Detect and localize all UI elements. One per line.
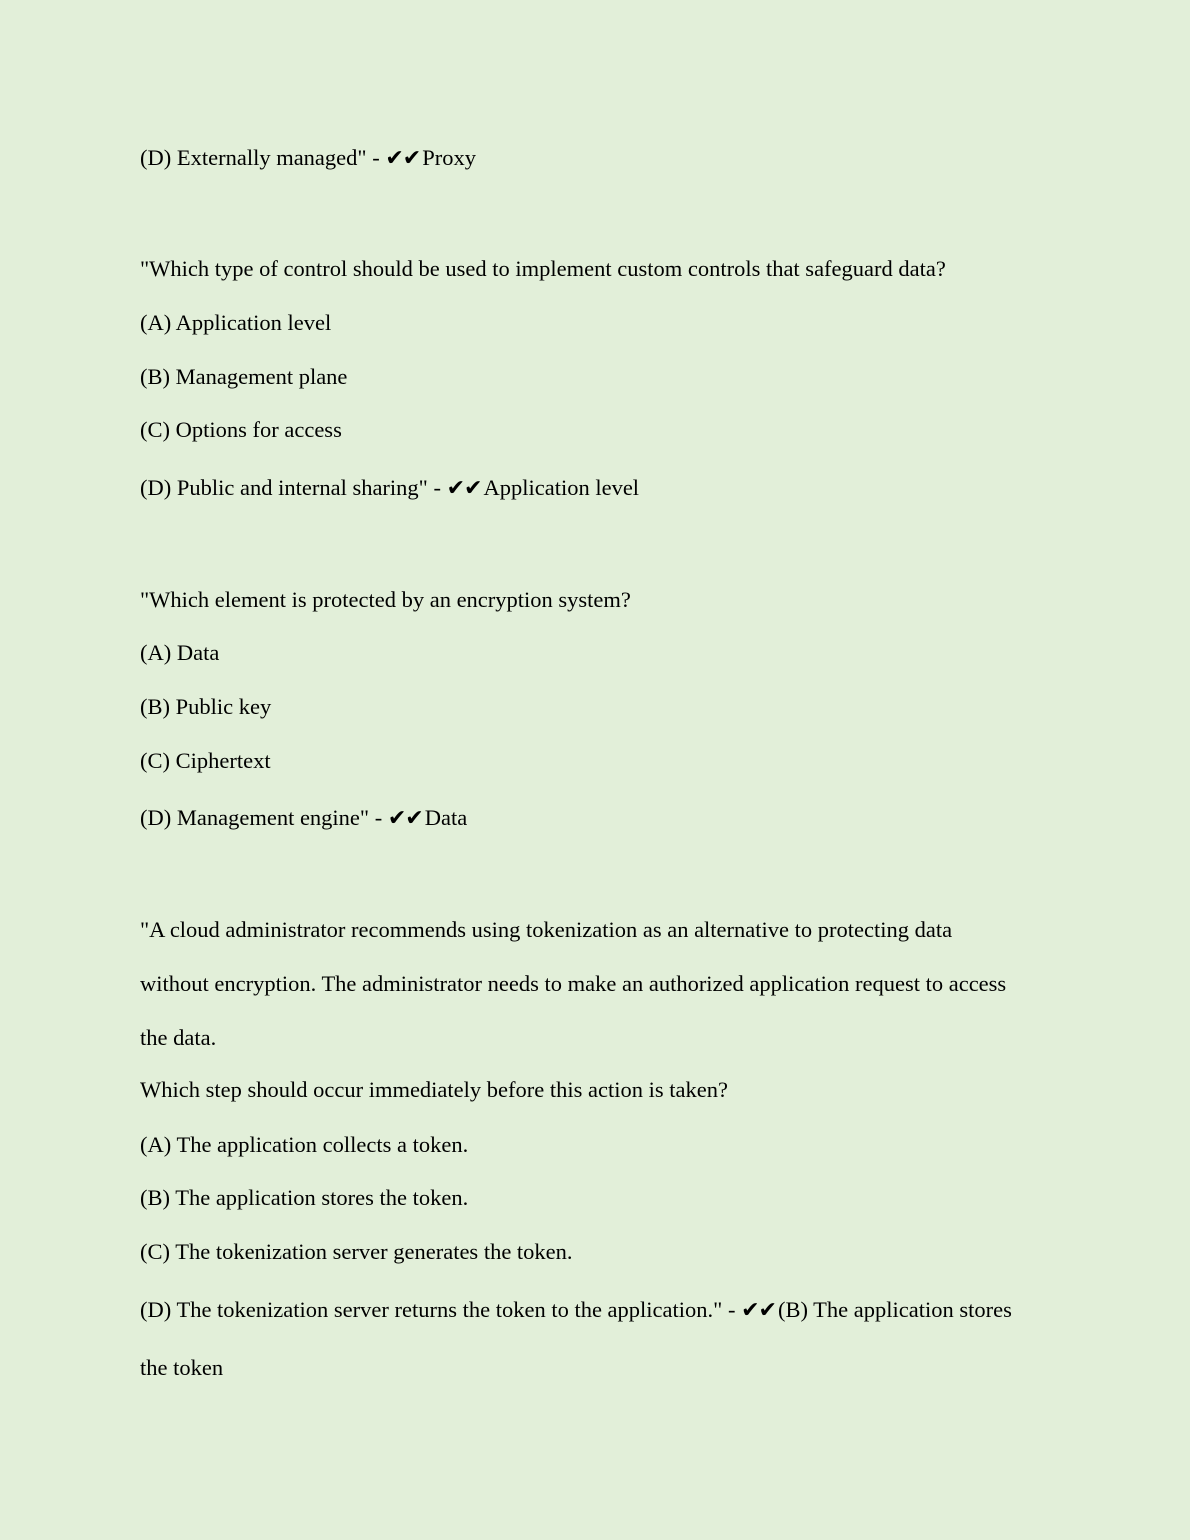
q1-answer: Application level <box>483 475 640 500</box>
q3-answer-line-1: (B) The application stores <box>777 1297 1012 1322</box>
q1-question: "Which type of control should be used to implement custom controls that safeguard data? <box>140 256 946 281</box>
q2-question: "Which element is protected by an encryption system? <box>140 587 631 612</box>
top-option-d-text: (D) Externally managed" - <box>140 145 386 170</box>
q1-option-d-text: (D) Public and internal sharing" - <box>140 475 447 500</box>
q1-option-c: (C) Options for access <box>140 417 342 442</box>
double-check-icon: ✔✔ <box>387 806 423 831</box>
top-option-d <box>140 144 476 173</box>
q1-option-b: (B) Management plane <box>140 364 348 389</box>
q3-question-line-3: the data. <box>140 1025 217 1050</box>
q3-answer-line-2: the token <box>140 1355 224 1380</box>
double-check-icon: ✔✔ <box>385 146 421 171</box>
q2-option-c: (C) Ciphertext <box>140 748 271 773</box>
q1-option-d <box>140 474 639 503</box>
q3-option-a: (A) The application collects a token. <box>140 1132 469 1157</box>
double-check-icon: ✔✔ <box>741 1298 776 1323</box>
q1-option-a: (A) Application level <box>140 310 332 335</box>
q3-option-d-text: (D) The tokenization server returns the token to the application." - <box>140 1297 742 1322</box>
q3-question-line-2: without encryption. The administrator needs to make an authorized application request to access <box>140 971 1007 996</box>
q2-answer: Data <box>424 805 468 830</box>
q3-option-b: (B) The application stores the token. <box>140 1185 469 1210</box>
q2-option-d-text: (D) Management engine" - <box>140 805 388 830</box>
q3-option-d <box>140 1296 1012 1325</box>
double-check-icon: ✔✔ <box>446 476 482 501</box>
q2-option-d <box>140 804 467 833</box>
q3-option-c: (C) The tokenization server generates the token. <box>140 1239 573 1264</box>
q3-question-line-4: Which step should occur immediately before this action is taken? <box>140 1077 728 1102</box>
q2-option-b: (B) Public key <box>140 694 272 719</box>
q2-option-a: (A) Data <box>140 640 220 665</box>
top-answer: Proxy <box>422 145 476 170</box>
q3-question-line-1: "A cloud administrator recommends using tokenization as an alternative to protecting data <box>140 917 953 942</box>
